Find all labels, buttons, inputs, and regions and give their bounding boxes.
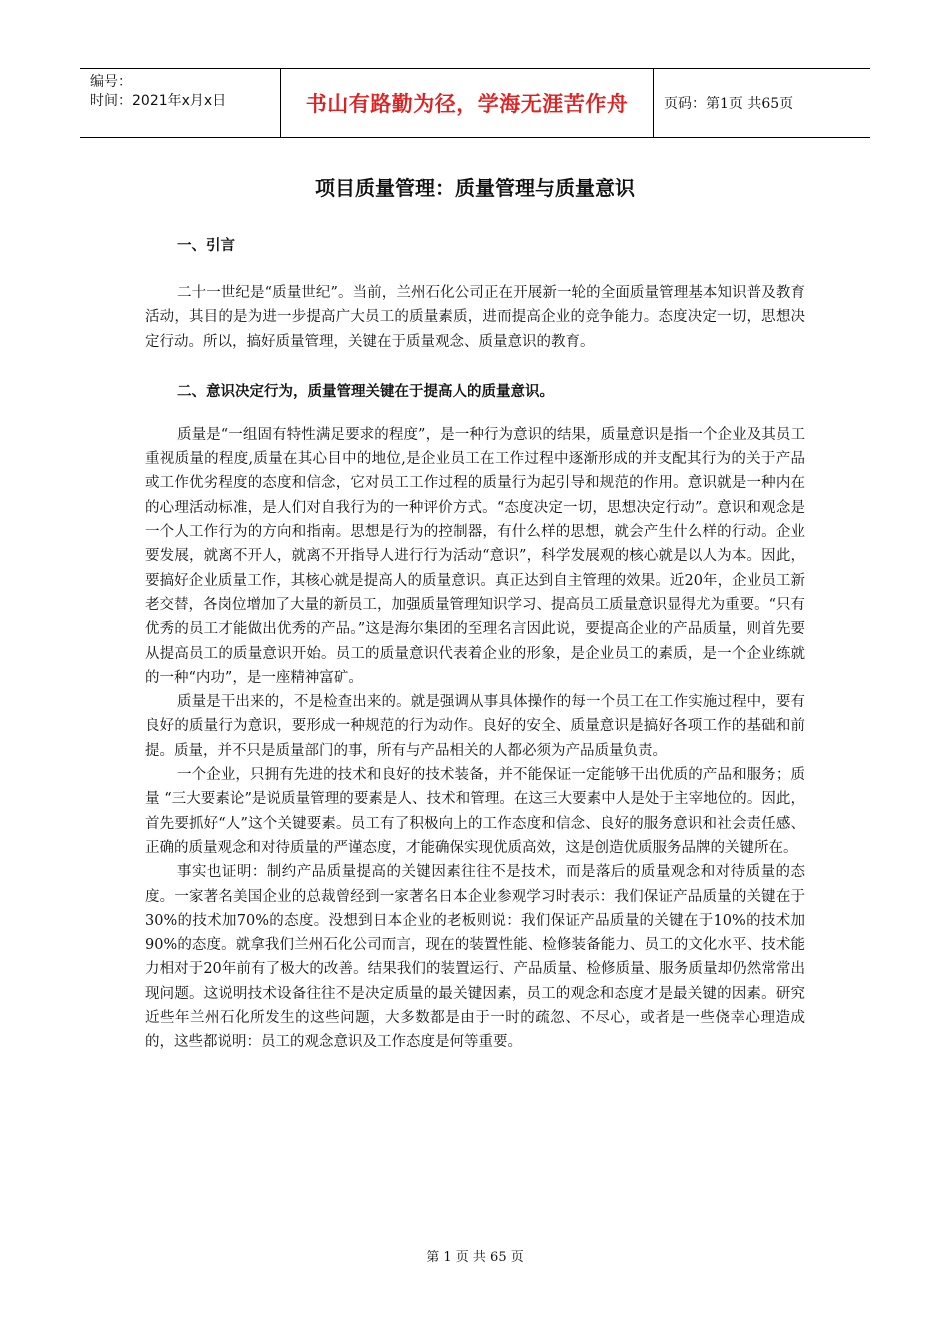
section-heading-intro: 一、引言	[177, 238, 235, 254]
time-label: 时间：2021年x月x日	[90, 93, 227, 109]
paragraph: 质量是“一组固有特性满足要求的程度”，是一种行为意识的结果，质量意识是指一个企业及其员工重视质量的程度,质量在其心目中的地位,是企业员工在工作过程中逐渐形成的并支配其行为的关于产品或工作优劣程度的态度和信念，它对员工工作过程的质量行为起引导和规范的作用。意识就是一种内在的心理活动标准，是人们对自我行为的一种评价方式。“态度决定一切，思想决定行动”。意识和观念是一个人工作行为的方向和指南。思想是行为的控制器，有什么样的思想，就会产生什么样的行动。企业要发展，就离不开人，就离不开指导人进行行为活动“意识”，科学发展观的核心就是以人为本。因此，要搞好企业质量工作，其核心就是提高人的质量意识。真正达到自主管理的效果。近20年，企业员工新老交替，各岗位增加了大量的新员工，加强质量管理知识学习、提高员工质量意识显得尤为重要。“只有优秀的员工才能做出优秀的产品。”这是海尔集团的至理名言因此说，要提高企业的产品质量，则首先要从提高员工的质量意识开始。员工的质量意识代表着企业的形象，是企业员工的素质，是一个企业练就的一种“内功”，是一座精神富矿。	[145, 426, 805, 686]
page-footer: 第 1 页 共 65 页	[426, 1250, 524, 1265]
paragraph: 一个企业，只拥有先进的技术和良好的技术装备，并不能保证一定能够干出优质的产品和服务；质量 “三大要素论”是说质量管理的要素是人、技术和管理。在这三大要素中人是处于主宰地位的。因此，首先要抓好“人”这个关键要素。员工有了积极向上的工作态度和信念、良好的服务意识和社会责任感、正确的质量观念和对待质量的严谨态度，才能确保实现优质高效，这是创造优质服务品牌的关键所在。	[145, 767, 805, 856]
header-meta	[80, 69, 281, 137]
document-header	[80, 68, 870, 138]
header-page-info: 页码：第1页 共65页	[664, 96, 794, 112]
paragraph: 二十一世纪是“质量世纪”。当前，兰州石化公司正在开展新一轮的全面质量管理基本知识普及教育活动，其目的是为进一步提高广大员工的质量素质，进而提高企业的竞争能力。态度决定一切，思想决定行动。所以，搞好质量管理，关键在于质量观念、质量意识的教育。	[145, 285, 805, 350]
paragraph: 质量是干出来的，不是检查出来的。就是强调从事具体操作的每一个员工在工作实施过程中，要有良好的质量行为意识，要形成一种规范的行为动作。良好的安全、质量意识是搞好各项工作的基础和前提。质量，并不只是质量部门的事，所有与产品相关的人都必须为产品质量负责。	[145, 694, 805, 759]
document-title: 项目质量管理：质量管理与质量意识	[315, 176, 635, 200]
paragraph: 事实也证明：制约产品质量提高的关键因素往往不是技术，而是落后的质量观念和对待质量的态度。一家著名美国企业的总裁曾经到一家著名日本企业参观学习时表示：我们保证产品质量的关键在于30%的技术加70%的态度。没想到日本企业的老板则说：我们保证产品质量的关键在于10%的技术加90%的态度。就拿我们兰州石化公司而言，现在的装置性能、检修装备能力、员工的文化水平、技术能力相对于20年前有了极大的改善。结果我们的装置运行、产品质量、检修质量、服务质量却仍然常常出现问题。这说明技术设备往往不是决定质量的最关键因素，员工的观念和态度才是最关键的因素。研究近些年兰州石化所发生的这些问题，大多数都是由于一时的疏忽、不尽心，或者是一些侥幸心理造成的，这些都说明：员工的观念意识及工作态度是何等重要。	[145, 864, 805, 1051]
section-heading-awareness: 二、意识决定行为，质量管理关键在于提高人的质量意识。	[177, 383, 554, 400]
document-body	[145, 230, 805, 1055]
number-label: 编号：	[90, 74, 132, 90]
header-motto: 书山有路勤为径，学海无涯苦作舟	[281, 69, 654, 137]
